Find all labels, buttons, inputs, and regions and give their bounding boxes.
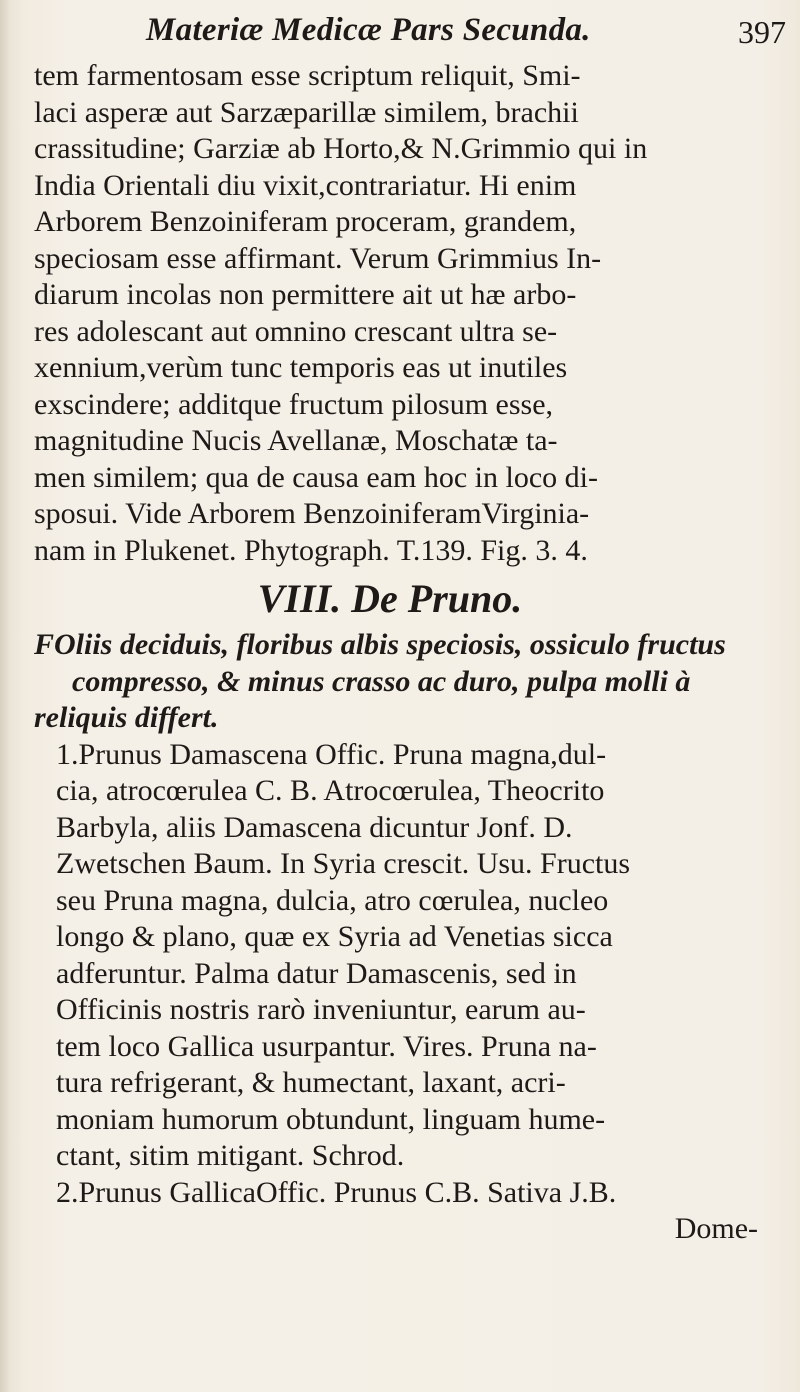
running-title: Materiæ Medicæ Pars Secunda. xyxy=(146,12,591,48)
species-line: tem loco Gallica usurpantur. Vires. Pruna na- xyxy=(56,1029,597,1063)
text-line: tem farmentosam esse scriptum reliquit, Smi- xyxy=(34,59,581,92)
species-line: Zwetschen Baum. In Syria crescit. Usu. Fructus xyxy=(56,847,631,880)
text-line: magnitudine Nucis Avellanæ, Moschatæ ta- xyxy=(34,424,558,457)
text-line: India Orientali diu vixit,contrariatur. Hi enim xyxy=(34,168,577,202)
text-line: exscindere; additque fructum pilosum esse, xyxy=(34,387,554,421)
text-line: crassitudine; Garziæ ab Horto,& N.Grimmio qui in xyxy=(34,132,648,165)
text-line: res adolescant aut omnino crescant ultra se- xyxy=(34,314,558,348)
main-text xyxy=(34,58,786,1248)
species-line: Barbyla, aliis Damascena dicuntur Jonf. D. xyxy=(56,810,573,844)
page-gutter xyxy=(0,0,10,1392)
species-line: moniam humorum obtundunt, linguam hume- xyxy=(56,1102,606,1136)
diagnosis-line: compresso, & minus crasso ac duro, pulpa molli à xyxy=(72,664,691,698)
species-line: cia, atrocœrulea C. B. Atrocœrulea, Theocrito xyxy=(56,774,605,807)
diagnosis-line: reliquis differt. xyxy=(34,701,219,734)
diagnosis-line: FOliis deciduis, floribus albis speciosis, ossiculo fructus xyxy=(34,628,726,661)
species-line: 2.Prunus GallicaOffic. Prunus C.B. Sativa J.B. xyxy=(56,1175,617,1209)
text-line: laci asperæ aut Sarzæparillæ similem, brachii xyxy=(34,95,579,129)
species-line: Officinis nostris rarò inveniuntur, earum au- xyxy=(56,993,586,1026)
species-line: tura refrigerant, & humectant, laxant, acri- xyxy=(56,1066,566,1099)
text-line: sposui. Vide Arborem BenzoiniferamVirginia- xyxy=(34,497,590,530)
catchword: Dome- xyxy=(674,1212,758,1245)
species-line: ctant, sitim mitigant. Schrod. xyxy=(56,1139,405,1172)
page-header xyxy=(118,12,798,56)
page-number: 397 xyxy=(738,14,786,50)
text-line: diarum incolas non permittere ait ut hæ arbo- xyxy=(34,278,577,311)
text-line: xennium,verùm tunc temporis eas ut inutiles xyxy=(34,351,568,384)
species-line: longo & plano, quæ ex Syria ad Venetias sicca xyxy=(56,920,613,953)
species-line: seu Pruna magna, dulcia, atro cœrulea, nucleo xyxy=(56,883,609,917)
text-line: Arborem Benzoiniferam proceram, grandem, xyxy=(34,205,577,238)
species-line: 1.Prunus Damascena Offic. Pruna magna,dul- xyxy=(56,737,607,771)
text-line: speciosam esse affirmant. Verum Grimmius In- xyxy=(34,241,602,275)
section-heading: VIII. De Pruno. xyxy=(257,576,523,621)
species-line: adferuntur. Palma datur Damascenis, sed in xyxy=(56,956,577,990)
text-line: nam in Plukenet. Phytograph. T.139. Fig. 3. 4. xyxy=(34,533,588,567)
text-line: men similem; qua de causa eam hoc in loco di- xyxy=(34,460,598,494)
